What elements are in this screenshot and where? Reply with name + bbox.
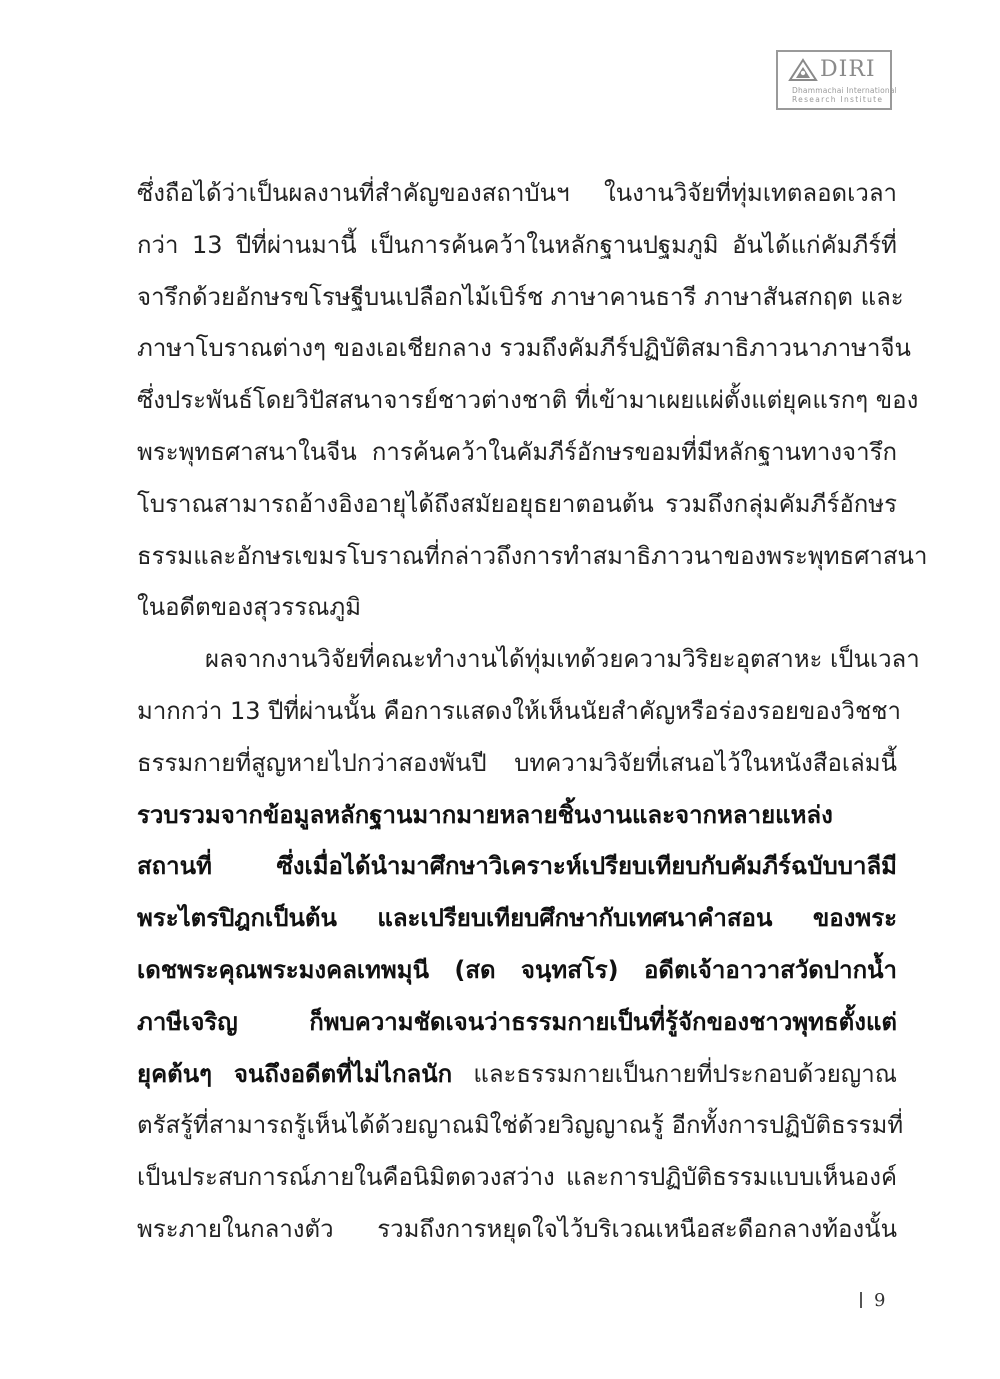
- bold-text-line: สถานที่ ซึ่งเมื่อได้นำมาศึกษาวิเคราะห์เปรียบเทียบกับคัมภีร์ฉบับบาลีมี: [137, 852, 897, 881]
- folio-divider: [860, 1292, 862, 1308]
- text-line: กว่า 13 ปีที่ผ่านมานี้ เป็นการค้นคว้าในหลักฐานปฐมภูมิ อันได้แก่คัมภีร์ที่: [137, 230, 897, 259]
- bold-text-line: เดชพระคุณพระมงคลเทพมุนี (สด จนฺทสโร) อดีตเจ้าอาวาสวัดปากน้ำ: [137, 955, 897, 984]
- logo-subtitle-line1: Dhammachai International: [792, 86, 897, 95]
- logo-title: DIRI: [820, 57, 876, 82]
- bold-phrase: ยุคต้นๆ จนถึงอดีตที่ไม่ไกลนัก: [137, 1059, 453, 1088]
- text-line: ซึ่งประพันธ์โดยวิปัสสนาจารย์ชาวต่างชาติ ที่เข้ามาเผยแผ่ตั้งแต่ยุคแรกๆ ของ: [137, 386, 919, 415]
- text-line: ธรรมและอักษรเขมรโบราณที่กล่าวถึงการทำสมาธิภาวนาของพระพุทธศาสนา: [137, 541, 928, 570]
- triangle-emblem-icon: [788, 58, 818, 82]
- text-line: พระพุทธศาสนาในจีน การค้นคว้าในคัมภีร์อักษรขอมที่มีหลักฐานทางจารึก: [137, 437, 897, 466]
- text-line: ภาษาโบราณต่างๆ ของเอเชียกลาง รวมถึงคัมภีร์ปฏิบัติสมาธิภาวนาภาษาจีน: [137, 334, 911, 363]
- text-line: มากกว่า 13 ปีที่ผ่านนั้น คือการแสดงให้เห็นนัยสำคัญหรือร่องรอยของวิชชา: [137, 696, 901, 725]
- paragraph-2: [137, 634, 920, 1256]
- text-line: ธรรมกายที่สูญหายไปกว่าสองพันปี บทความวิจัยที่เสนอไว้ในหนังสือเล่มนี้: [137, 748, 897, 777]
- bold-text-line: รวบรวมจากข้อมูลหลักฐานมากมายหลายชิ้นงานและจากหลายแหล่ง: [137, 800, 833, 829]
- diri-logo: [776, 50, 897, 110]
- paragraph-1: [137, 168, 928, 634]
- page-number: 9: [874, 1290, 886, 1311]
- text-line: เป็นประสบการณ์ภายในคือนิมิตดวงสว่าง และการปฏิบัติธรรมแบบเห็นองค์: [137, 1163, 897, 1192]
- regular-phrase: และธรรมกายเป็นกายที่ประกอบด้วยญาณ: [452, 1059, 897, 1088]
- text-line: ตรัสรู้ที่สามารถรู้เห็นได้ด้วยญาณมิใช่ด้วยวิญญาณรู้ อีกทั้งการปฏิบัติธรรมที่: [137, 1111, 904, 1140]
- bold-text-line: ภาษีเจริญ ก็พบความชัดเจนว่าธรรมกายเป็นที่รู้จักของชาวพุทธตั้งแต่: [137, 1007, 897, 1036]
- mixed-text-line: [137, 1049, 897, 1101]
- text-line: ผลจากงานวิจัยที่คณะทำงานได้ทุ่มเทด้วยความวิริยะอุตสาหะ เป็นเวลา: [205, 645, 920, 674]
- logo-subtitle-line2: Research Institute: [792, 95, 884, 104]
- text-line: พระภายในกลางตัว รวมถึงการหยุดใจไว้บริเวณเหนือสะดือกลางท้องนั้น: [137, 1214, 897, 1243]
- page-folio: [860, 1290, 885, 1311]
- body-text: [137, 168, 928, 1256]
- text-line: ซึ่งถือได้ว่าเป็นผลงานที่สำคัญของสถาบันฯ ในงานวิจัยที่ทุ่มเทตลอดเวลา: [137, 179, 897, 207]
- logo-row: [788, 57, 876, 83]
- bold-text-line: พระไตรปิฎกเป็นต้น และเปรียบเทียบศึกษากับเทศนาคำสอน ของพระ: [137, 904, 897, 933]
- text-line: ในอดีตของสุวรรณภูมิ: [137, 593, 362, 622]
- text-line: จารึกด้วยอักษรขโรษฐีบนเปลือกไม้เบิร์ช ภาษาคานธารี ภาษาสันสกฤต และ: [137, 282, 904, 311]
- text-line: โบราณสามารถอ้างอิงอายุได้ถึงสมัยอยุธยาตอนต้น รวมถึงกลุ่มคัมภีร์อักษร: [137, 489, 897, 518]
